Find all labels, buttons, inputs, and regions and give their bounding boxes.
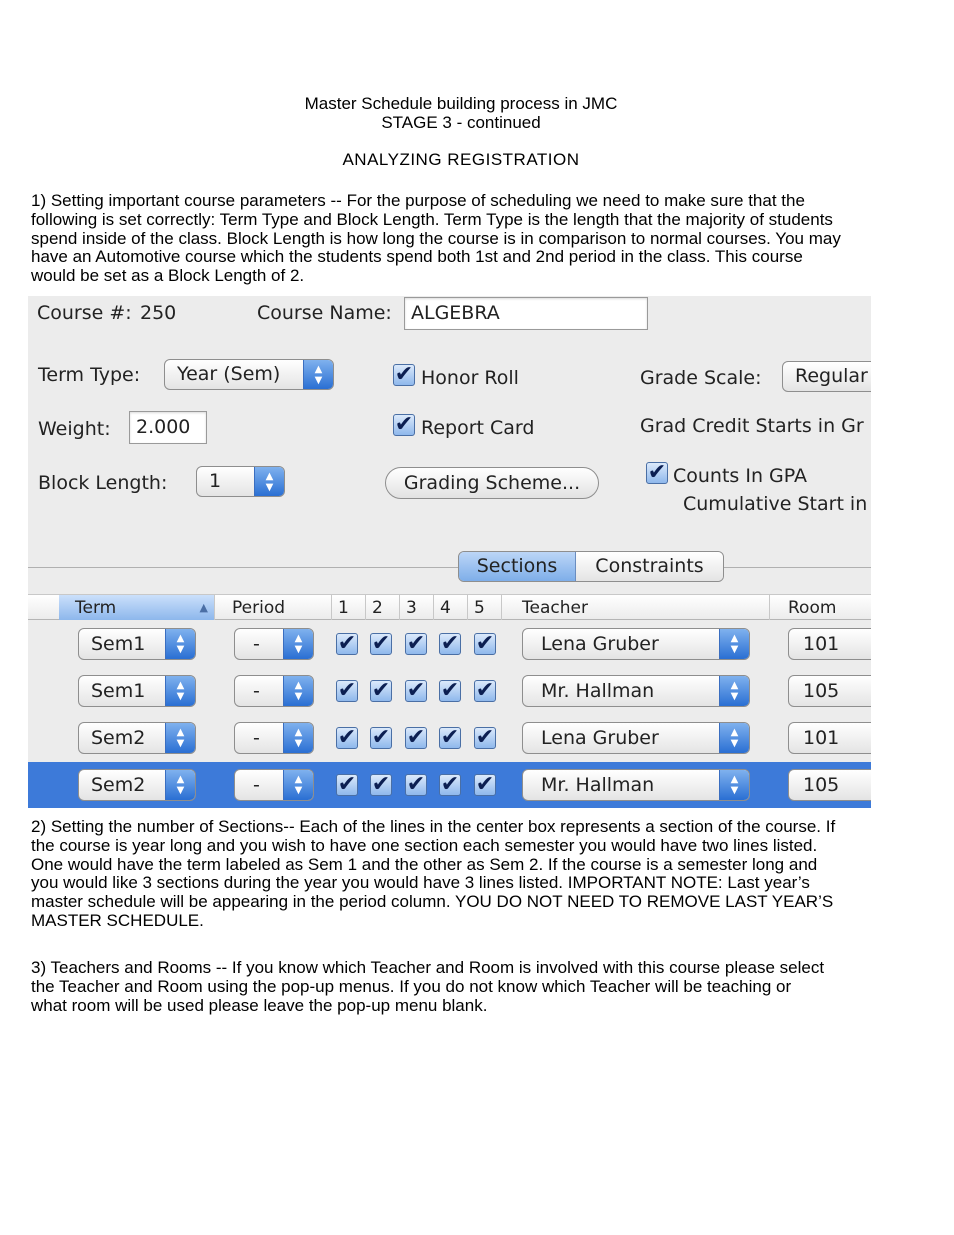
column-header-period[interactable]: Period [226,595,332,620]
term-popup[interactable] [78,675,196,707]
section-tabs [458,551,724,582]
popup-arrows-icon: ▲ ▼ [719,629,749,659]
popup-arrows-icon: ▲ ▼ [719,770,749,800]
period-5-checkbox[interactable]: ✔ [475,725,495,750]
period-5-checkbox[interactable]: ✔ [475,631,495,656]
table-row[interactable] [28,621,871,668]
sort-ascending-icon: ▲ [199,601,208,614]
period-2-checkbox[interactable]: ✔ [371,725,391,750]
period-1-checkbox[interactable]: ✔ [337,631,357,656]
paragraph-teachers-rooms: 3) Teachers and Rooms -- If you know which Teacher and Room is involved with this course please select the Teacher and Room using the pop-up menus. If you do not know which Teacher will be teaching or what room will be used please leave the pop-up menu blank. [31,958,825,1015]
period-popup[interactable] [234,722,314,754]
teacher-popup[interactable] [522,722,750,754]
period-3-checkbox[interactable]: ✔ [406,725,426,750]
column-header-4[interactable]: 4 [434,595,468,620]
section-title: ANALYZING REGISTRATION [342,150,580,169]
term-value: Sem2 [91,727,146,749]
room-popup[interactable] [788,628,871,660]
doc-title-line-2: STAGE 3 - continued [381,113,541,132]
period-popup[interactable] [234,675,314,707]
honor-roll-label: Honor Roll [421,367,519,389]
weight-input[interactable]: 2.000 [129,411,207,444]
period-1-checkbox[interactable]: ✔ [337,772,357,797]
period-value: - [253,774,260,796]
period-2-checkbox[interactable]: ✔ [371,678,391,703]
popup-arrows-icon: ▲ ▼ [165,629,195,659]
report-card-label: Report Card [421,417,535,439]
period-2-checkbox[interactable]: ✔ [371,772,391,797]
table-row[interactable] [28,715,871,762]
period-value: - [253,680,260,702]
period-1-checkbox[interactable]: ✔ [337,678,357,703]
room-popup[interactable] [788,722,871,754]
term-value: Sem2 [91,774,146,796]
room-value: 101 [803,727,840,749]
tab-constraints[interactable]: Constraints [576,552,723,581]
teacher-value: Mr. Hallman [541,680,655,702]
period-value: - [253,633,260,655]
course-number-value: 250 [140,302,177,324]
course-name-input[interactable]: ALGEBRA [404,297,648,330]
table-row[interactable] [28,762,871,808]
period-5-checkbox[interactable]: ✔ [475,772,495,797]
course-settings-screenshot [28,296,871,808]
column-header-teacher[interactable]: Teacher [502,595,770,620]
teacher-value: Lena Gruber [541,633,659,655]
tab-divider [28,567,871,568]
grade-scale-popup[interactable] [782,361,871,392]
teacher-popup[interactable] [522,769,750,801]
room-popup[interactable] [788,675,871,707]
popup-arrows-icon: ▲ ▼ [719,676,749,706]
popup-arrows-icon: ▲ ▼ [283,770,313,800]
column-header-5[interactable]: 5 [468,595,502,620]
block-length-value: 1 [209,470,222,492]
doc-title-line-1: Master Schedule building process in JMC [304,94,618,113]
teacher-value: Mr. Hallman [541,774,655,796]
room-value: 101 [803,633,840,655]
table-row[interactable] [28,668,871,715]
period-value: - [253,727,260,749]
term-popup[interactable] [78,722,196,754]
term-value: Sem1 [91,633,146,655]
grade-scale-value: Regular [795,365,868,387]
popup-arrows-icon: ▲ ▼ [165,770,195,800]
report-card-checkbox[interactable]: ✔ [394,412,414,437]
popup-arrows-icon: ▲ ▼ [254,467,284,496]
term-value: Sem1 [91,680,146,702]
grade-scale-label: Grade Scale: [640,367,762,389]
period-1-checkbox[interactable]: ✔ [337,725,357,750]
period-3-checkbox[interactable]: ✔ [406,631,426,656]
teacher-popup[interactable] [522,628,750,660]
counts-in-gpa-label: Counts In GPA [673,465,808,487]
popup-arrows-icon: ▲ ▼ [165,676,195,706]
course-number-label: Course #: [37,302,132,324]
column-header-room[interactable]: Room [788,598,837,618]
paragraph-course-parameters: 1) Setting important course parameters -- For the purpose of scheduling we need to make sure that the following is set correctly: Term Type and Block Length. Term Type is the length that the majority of students spend inside of the class. Block Length is how long the course is in comparison to normal courses. You may have an Automotive course which the students spend both 1st and 2nd period in the class. This course would be set as a Block Length of 2. [31,191,841,286]
column-header-term[interactable]: Term ▲ [59,595,215,620]
sections-table-header [28,594,871,620]
period-3-checkbox[interactable]: ✔ [406,772,426,797]
popup-arrows-icon: ▲ ▼ [165,723,195,753]
period-4-checkbox[interactable]: ✔ [440,772,460,797]
cumulative-start-label: Cumulative Start in [683,493,868,515]
block-length-popup[interactable] [196,466,285,497]
popup-arrows-icon: ▲ ▼ [283,629,313,659]
period-4-checkbox[interactable]: ✔ [440,725,460,750]
column-header-1[interactable]: 1 [332,595,366,620]
column-header-2[interactable]: 2 [366,595,400,620]
period-4-checkbox[interactable]: ✔ [440,678,460,703]
course-name-label: Course Name: [257,302,392,324]
teacher-popup[interactable] [522,675,750,707]
term-popup[interactable] [78,628,196,660]
term-type-value: Year (Sem) [177,363,281,385]
term-type-popup[interactable] [164,359,334,390]
teacher-value: Lena Gruber [541,727,659,749]
counts-in-gpa-checkbox[interactable]: ✔ [647,460,667,485]
column-header-3[interactable]: 3 [400,595,434,620]
room-value: 105 [803,680,840,702]
term-popup[interactable] [78,769,196,801]
period-4-checkbox[interactable]: ✔ [440,631,460,656]
popup-arrows-icon: ▲ ▼ [283,723,313,753]
popup-arrows-icon: ▲ ▼ [303,360,333,389]
block-length-label: Block Length: [38,472,168,494]
period-3-checkbox[interactable]: ✔ [406,678,426,703]
room-popup[interactable] [788,769,871,801]
period-popup[interactable] [234,769,314,801]
period-2-checkbox[interactable]: ✔ [371,631,391,656]
tab-sections[interactable]: Sections [459,552,576,581]
weight-label: Weight: [38,418,111,440]
popup-arrows-icon: ▲ ▼ [719,723,749,753]
honor-roll-checkbox[interactable]: ✔ [394,362,414,387]
grad-credit-label: Grad Credit Starts in Gr [640,415,864,437]
term-type-label: Term Type: [38,364,141,386]
period-popup[interactable] [234,628,314,660]
paragraph-sections: 2) Setting the number of Sections-- Each of the lines in the center box represents a section of the course. If the course is year long and you wish to have one section each semester you would have two lines listed. One would have the term labeled as Sem 1 and the other as Sem 2. If the course is a semester long and you would like 3 sections during the year you would have 3 lines listed. IMPORTANT NOTE: Last year’s master schedule will be appearing in the period column. YOU DO NOT NEED TO REMOVE LAST YEAR’S MASTER SCHEDULE. [31,817,836,930]
room-value: 105 [803,774,840,796]
popup-arrows-icon: ▲ ▼ [283,676,313,706]
grading-scheme-button[interactable]: Grading Scheme... [385,467,599,499]
period-5-checkbox[interactable]: ✔ [475,678,495,703]
